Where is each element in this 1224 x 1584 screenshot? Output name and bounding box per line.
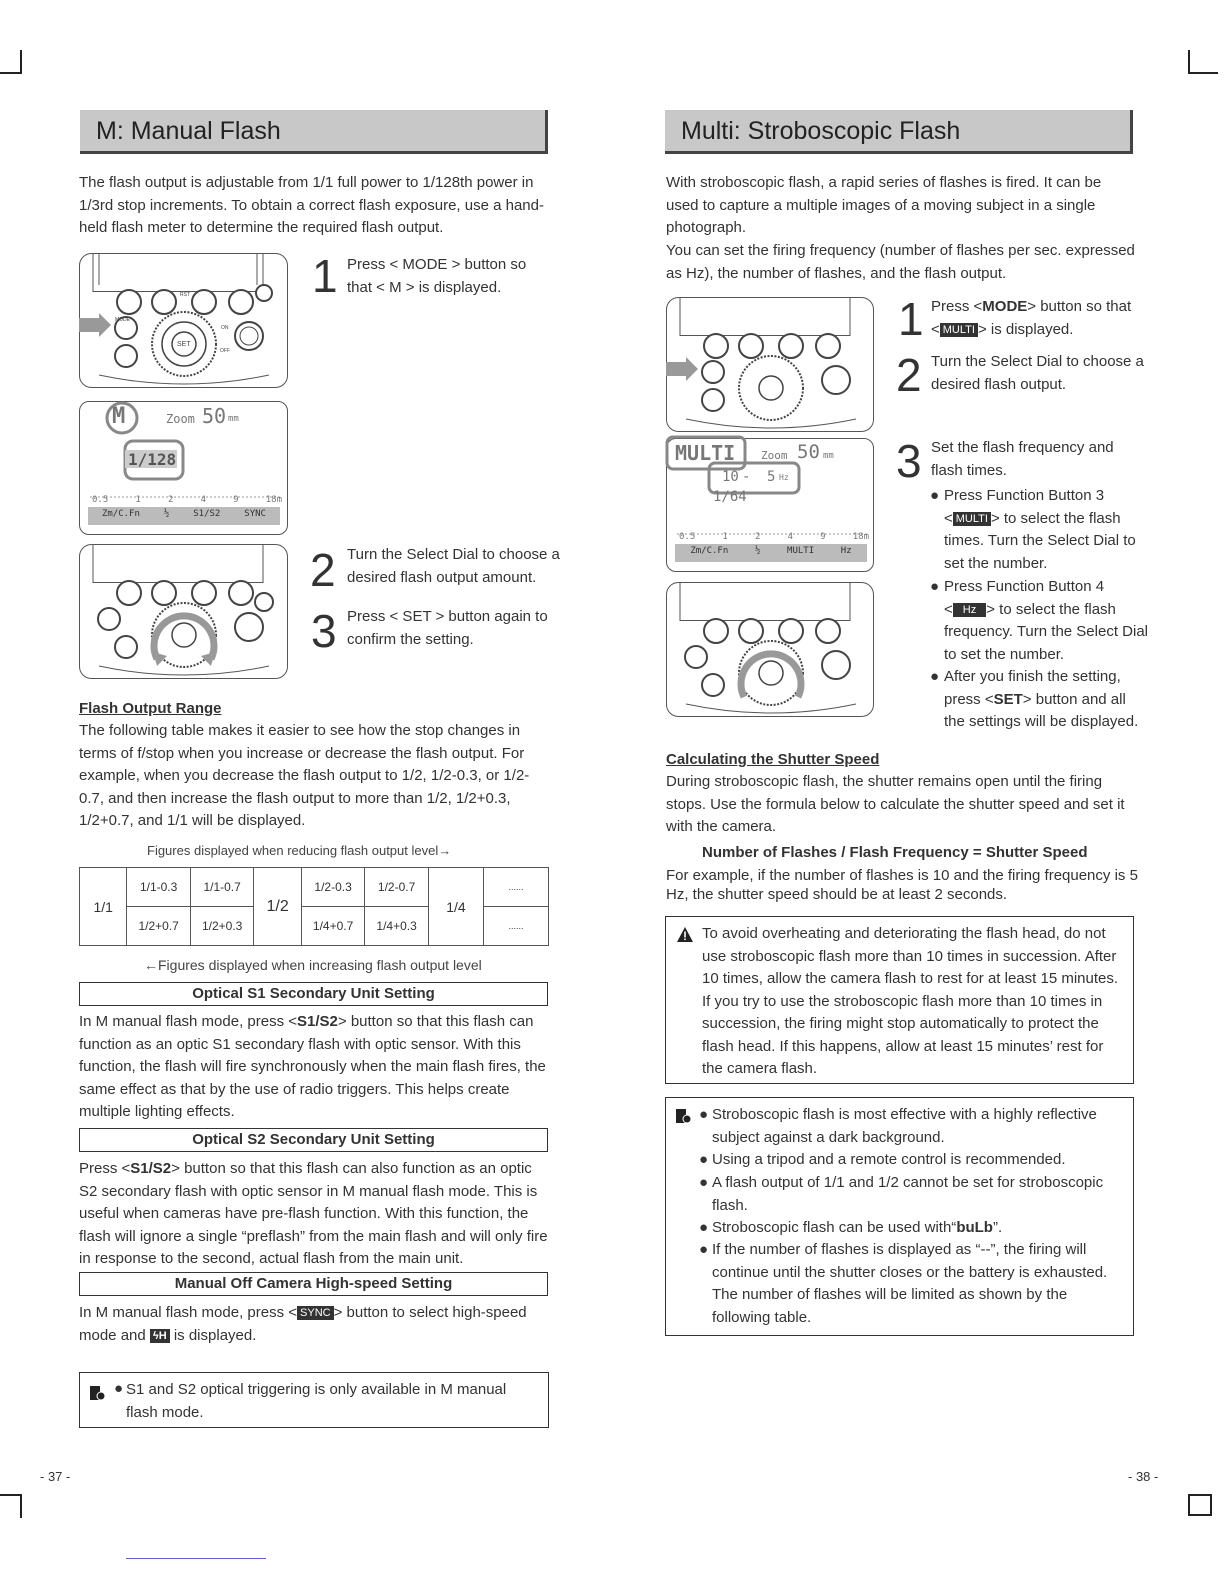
multi-step-1-c: > is displayed. <box>977 320 1074 338</box>
lcd-output: 1/128 <box>128 450 177 469</box>
lcd-freq: 5 <box>767 469 776 485</box>
lcd-times: 10 <box>722 469 739 485</box>
s1-text-a: In M manual flash mode, press < <box>79 1013 298 1030</box>
lcd-fn-label: ½ <box>163 509 170 519</box>
table-cell: 1/4+0.3 <box>365 907 429 946</box>
multi-bullet-3-b: > button and all the settings will be displayed. <box>944 690 1139 730</box>
shutter-speed-text: During stroboscopic flash, the shutter remains open until the firing stops. Use the formula below to calculate the shutter speed and set it with the camera. <box>666 773 1125 835</box>
note-item-bulb <box>712 1217 1122 1240</box>
lcd-mode: MULTI <box>675 441 736 465</box>
multi-bullet-2-a: Press Function Button 4 <box>944 578 1105 595</box>
table-cell: 1/2+0.7 <box>127 907 191 946</box>
off-label: OFF <box>220 348 230 354</box>
s1-text <box>79 1011 551 1124</box>
multi-bullet-1-b: > to select the flash times. Turn the Select Dial to set the number. <box>944 509 1136 572</box>
lcd-mode: M <box>112 404 126 429</box>
bullet-dot: ● <box>699 1174 709 1191</box>
flash-output-range-text: The following table makes it easier to see how the stop changes in terms of f/stop when you increase or decrease the flash output. For example, when you decrease the flash output to 1/2, 1/2-0.3, or 1/2-0.7, and then increase the flash output to more than 1/2, 1/2+0.3, 1/2+0.7, and 1/1 will be displayed. <box>79 722 530 829</box>
left-note-box <box>79 1372 549 1428</box>
multi-step-1-b: > button so that < <box>931 298 1132 338</box>
lcd-scale-mark: 0.5 <box>92 495 109 505</box>
table-caption-bottom: ←Figures displayed when increasing flash output level <box>144 957 482 973</box>
step-2-number: 2 <box>310 544 336 596</box>
lcd-output: 1/64 <box>713 489 747 505</box>
lcd-zoom-value: 50 <box>202 404 227 428</box>
step-3-number: 3 <box>311 605 337 657</box>
lcd-scale <box>92 495 282 505</box>
note-icon <box>90 1386 104 1400</box>
multi-step-3-number: 3 <box>896 435 922 487</box>
lcd-fn-buttons <box>677 546 865 556</box>
mode-label: MODE <box>115 317 130 323</box>
step-3-text: Press < SET > button again to confirm the setting. <box>347 608 548 648</box>
multi-bullet-2: Press Function Button 4 < Hz > to select the flash frequency. Turn the Select Dial to set the number. <box>944 578 1148 663</box>
bullet-dot: ● <box>114 1380 124 1397</box>
manual-intro: The flash output is adjustable from 1/1 full power to 1/128th power in 1/3rd stop increments. To obtain a correct flash exposure, use a hand-held flash meter to determine the required flash output. <box>79 174 544 236</box>
note-4-b: ”. <box>992 1219 1003 1236</box>
s2-key: S1/S2 <box>130 1160 172 1177</box>
flash-output-range-heading: Flash Output Range <box>79 700 222 717</box>
s2-text <box>79 1158 551 1271</box>
table-cell: 1/1-0.7 <box>190 868 254 907</box>
multi-step-1-key: MODE <box>982 298 1028 315</box>
warning-box <box>665 916 1134 1084</box>
shutter-example: For example, if the number of flashes is 10 and the firing frequency is 5 Hz, the shutter speed should be at least 2 seconds. <box>666 867 1138 903</box>
multi-step-3-text: Set the flash frequency and flash times. <box>931 439 1114 479</box>
multi-bullet-3-a: After you finish the setting, press < <box>944 668 1121 708</box>
multi-step-2-text: Turn the Select Dial to choose a desired flash output. <box>931 353 1144 393</box>
lcd-fn-label: MULTI <box>787 546 815 556</box>
multi-tag: MULTI <box>940 323 978 337</box>
set-label: SET <box>177 341 191 348</box>
on-label: ON <box>221 325 229 331</box>
cell-1-4: 1/4 <box>428 868 483 946</box>
multi-step-2-number: 2 <box>896 349 922 401</box>
blue-underline <box>126 1558 266 1559</box>
bullet-dot: ● <box>930 578 940 595</box>
lcd-scale-mark: 9 <box>820 532 826 542</box>
sync-tag: SYNC <box>297 1306 334 1320</box>
multi-bullet-1-a: Press Function Button 3 <box>944 487 1105 504</box>
lcd-fn-buttons <box>90 509 278 519</box>
table-cell: 1/1-0.3 <box>127 868 191 907</box>
lcd-scale-mark: 9 <box>233 495 239 505</box>
lcd-zoom-unit: mm <box>823 451 834 461</box>
lcd-fn-label: Zm/C.Fn <box>101 509 140 519</box>
multi-bullet-3 <box>944 666 1149 734</box>
corner-square <box>1188 1494 1212 1516</box>
left-note-text: S1 and S2 optical triggering is only available in M manual flash mode. <box>126 1381 507 1421</box>
flash-device-diagram-3 <box>666 297 874 432</box>
lcd-scale-mark: 0.5 <box>679 532 696 542</box>
lcd-fn-label: Zm/C.Fn <box>690 546 729 556</box>
page-number-left: - 37 - <box>40 1469 71 1484</box>
flash-device-diagram-4 <box>666 582 874 717</box>
flash-device-diagram-1 <box>79 253 288 388</box>
lcd-display-manual <box>79 401 288 535</box>
lcd-zoom-label: Zoom <box>761 449 788 462</box>
multi-intro-2: You can set the firing frequency (number of flashes per sec. expressed as Hz), the number of flashes, and the flash output. <box>666 242 1135 282</box>
lcd-scale-mark: 4 <box>200 495 206 505</box>
table-cell: 1/4+0.7 <box>301 907 365 946</box>
table-cell: 1/2-0.3 <box>301 868 365 907</box>
lcd-scale-mark: 1 <box>135 495 141 505</box>
bullet-dot: ● <box>930 487 940 504</box>
lcd-scale-mark: 2 <box>168 495 174 505</box>
s2-text-b: > button so that this flash can also function as an optic S2 secondary flash with optic sensor in M manual flash mode. This is useful when cameras have pre-flash function. With this function, the flash will ignore a single “preflash” from the main flash and will only fire in response to the second, actual flash from the main unit. <box>79 1160 548 1267</box>
flash-stop-table <box>79 867 549 946</box>
lcd-scale-mark: 18m <box>265 495 282 505</box>
note-icon <box>676 1109 690 1123</box>
bullet-dot: ● <box>699 1151 709 1168</box>
note-item: Stroboscopic flash is most effective with a highly reflective subject against a dark background. <box>712 1106 1097 1146</box>
table-cell-dots: ...... <box>484 907 549 946</box>
bullet-dot: ● <box>699 1219 709 1236</box>
right-note-box <box>665 1097 1134 1336</box>
cell-1-2: 1/2 <box>254 868 301 946</box>
note-4-a: Stroboscopic flash can be used with“ <box>712 1219 957 1236</box>
multi-step-1-number: 1 <box>898 293 924 345</box>
warning-text: To avoid overheating and deteriorating the flash head, do not use stroboscopic flash more than 10 times in succession. After 10 times, allow the camera flash to rest for at least 15 minutes. If you try to use the stroboscopic flash more than 10 times in succession, the firing might stop automatically to protect the flash head. If this happens, allow at least 15 minutes’ rest for the camera flash. <box>702 925 1119 1077</box>
step-2-text: Turn the Select Dial to choose a desired flash output amount. <box>347 546 560 586</box>
rst-label: RST <box>180 292 190 298</box>
flash-device-diagram-2 <box>79 544 288 679</box>
lcd-scale-mark: 1 <box>722 532 728 542</box>
multi-flash-title: Multi: Stroboscopic Flash <box>665 110 1133 154</box>
manual-flash-title: M: Manual Flash <box>80 110 548 154</box>
lcd-zoom-label: Zoom <box>166 412 195 426</box>
hss-text-c: is displayed. <box>173 1326 257 1344</box>
bullet-dot: ● <box>930 668 940 685</box>
multi-intro: With stroboscopic flash, a rapid series of flashes is fired. It can be used to capture a multiple images of a moving subject in a single photograph. <box>666 174 1102 236</box>
lcd-fn-label: Hz <box>840 546 852 556</box>
lcd-dash: - <box>742 469 751 485</box>
multi-step-1-a: Press < <box>931 298 983 315</box>
page-number-right: - 38 - <box>1128 1469 1159 1484</box>
table-cell-dots: ...... <box>484 868 549 907</box>
table-cell: 1/2+0.3 <box>190 907 254 946</box>
multi-bullet-2-b: > to select the flash frequency. Turn the Select Dial to set the number. <box>944 600 1148 663</box>
s1-heading: Optical S1 Secondary Unit Setting <box>79 982 548 1006</box>
step-1-text: Press < MODE > button so that < M > is displayed. <box>347 256 527 296</box>
note-item: If the number of flashes is displayed as “--”, the firing will continue until the shutter closes or the battery is exhausted. The number of flashes will be limited as shown by the following table. <box>712 1241 1108 1326</box>
lcd-scale-mark: 2 <box>755 532 761 542</box>
lcd-display-multi <box>666 438 874 572</box>
multi-bullet-3-key: SET <box>993 690 1023 708</box>
note-item: A flash output of 1/1 and 1/2 cannot be set for stroboscopic flash. <box>712 1174 1104 1214</box>
table-cell: 1/2-0.7 <box>365 868 429 907</box>
lcd-zoom-unit: mm <box>228 414 239 424</box>
bullet-dot: ● <box>699 1106 709 1123</box>
hss-text <box>79 1302 551 1347</box>
hss-text-a: In M manual flash mode, press < <box>79 1304 298 1321</box>
shutter-speed-heading: Calculating the Shutter Speed <box>666 751 880 768</box>
s2-text-a: Press < <box>79 1160 131 1177</box>
hss-text-b: > button to select high-speed mode and <box>79 1304 527 1344</box>
s2-heading: Optical S2 Secondary Unit Setting <box>79 1128 548 1152</box>
multi-step-1-text <box>931 296 1141 341</box>
table-caption-top: Figures displayed when reducing flash output level→ <box>147 843 452 858</box>
bullet-dot: ● <box>699 1241 709 1258</box>
high-speed-icon: ϟH <box>150 1329 170 1343</box>
step-1-number: 1 <box>312 250 338 302</box>
note-item: Using a tripod and a remote control is recommended. <box>712 1151 1066 1168</box>
multi-tag: MULTI <box>953 512 991 526</box>
lcd-scale-mark: 18m <box>852 532 869 542</box>
lcd-scale-mark: 4 <box>787 532 793 542</box>
s1-text-b: > button so that this flash can function as an optic S1 secondary flash with optic sensor. With this function, the flash will fire synchronously when the main flash fires, the same effect as that by the use of radio triggers. This helps create multiple lighting effects. <box>79 1013 546 1120</box>
lcd-scale <box>679 532 869 542</box>
lcd-fn-label: S1/S2 <box>193 509 221 519</box>
warning-icon <box>677 927 693 942</box>
note-4-key: buLb <box>956 1219 993 1236</box>
cell-1-1: 1/1 <box>80 868 127 946</box>
lcd-fn-label: ½ <box>754 546 761 556</box>
hz-tag: Hz <box>953 603 986 617</box>
hss-heading: Manual Off Camera High-speed Setting <box>79 1272 548 1296</box>
lcd-freq-unit: Hz <box>779 473 789 482</box>
multi-bullet-1: Press Function Button 3 < MULTI > to select the flash times. Turn the Select Dial to set the number. <box>944 487 1136 572</box>
lcd-fn-label: SYNC <box>244 509 266 519</box>
s1-key: S1/S2 <box>297 1013 338 1030</box>
shutter-formula: Number of Flashes / Flash Frequency = Shutter Speed <box>702 844 1088 861</box>
lcd-zoom-value: 50 <box>797 441 820 463</box>
